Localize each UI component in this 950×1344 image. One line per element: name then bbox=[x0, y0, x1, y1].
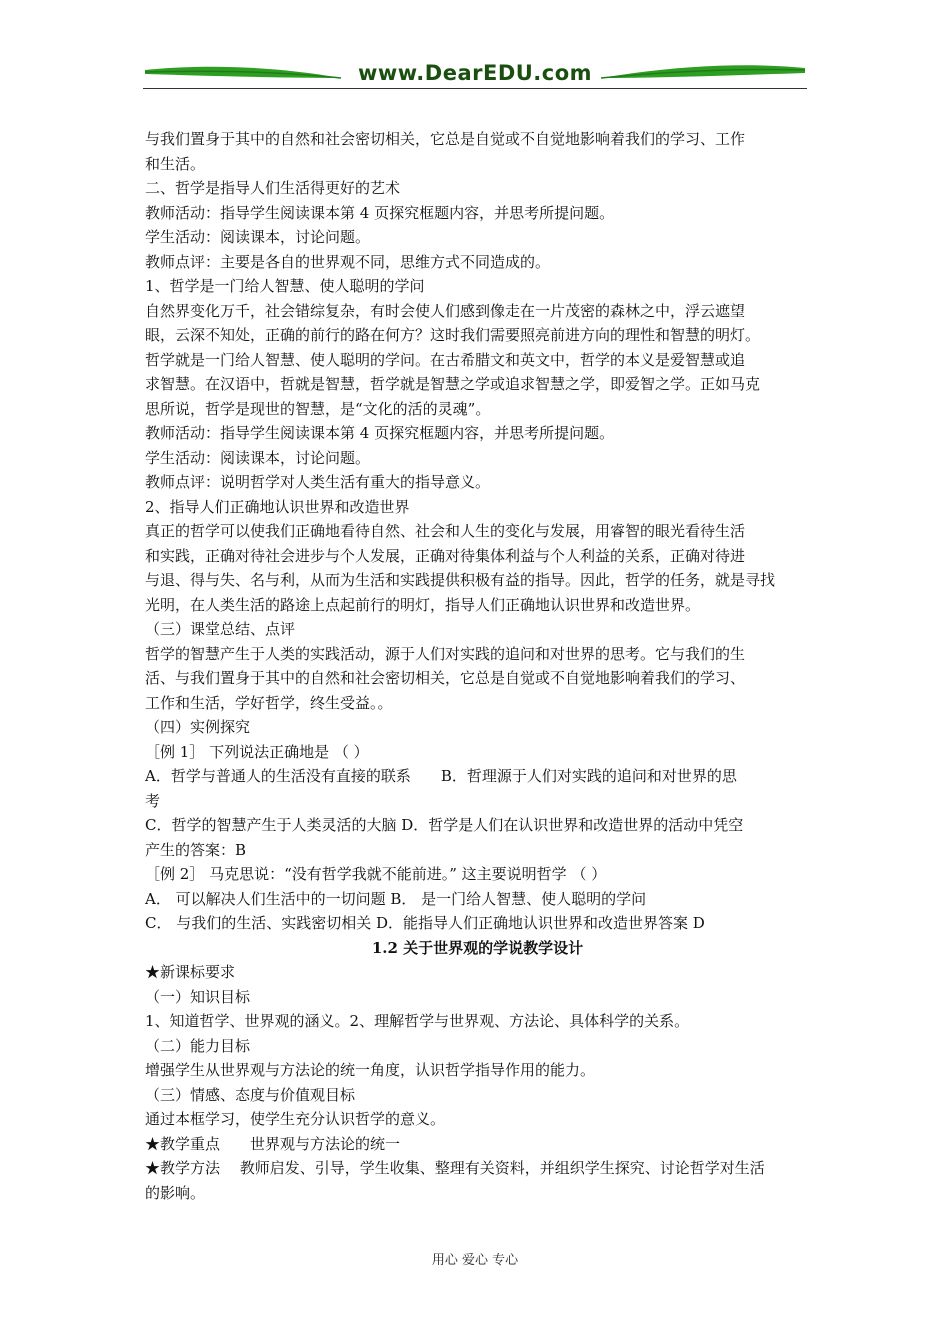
section-heading: 二、哲学是指导人们生活得更好的艺术 bbox=[145, 179, 401, 197]
text-line: 光明，在人类生活的路途上点起前行的明灯，指导人们正确地认识世界和改造世界。 bbox=[145, 595, 701, 614]
site-logo-text: www.DearEDU.com bbox=[357, 61, 593, 85]
document-body bbox=[145, 127, 810, 1205]
text-line: 增强学生从世界观与方法论的统一角度，认识哲学指导作用的能力。 bbox=[145, 1061, 596, 1079]
section-heading: （四）实例探究 bbox=[145, 718, 251, 736]
example-option: C． 与我们的生活、实践密切相关 D．能指导人们正确地认识世界和改造世界答案 D bbox=[145, 914, 705, 932]
text-line: 求智慧。在汉语中，哲就是智慧，哲学就是智慧之学或追求智慧之学，即爱智之学。正如马克 bbox=[145, 375, 761, 393]
subsection-heading: 2、指导人们正确地认识世界和改造世界 bbox=[145, 497, 410, 516]
example-option: A． 可以解决人们生活中的一切问题 B． 是一门给人智慧、使人聪明的学问 bbox=[145, 889, 647, 908]
text-line: 哲学就是一门给人智慧、使人聪明的学问。在古希腊文和英文中，哲学的本义是爱智慧或追 bbox=[145, 350, 746, 369]
text-line: 1、知道哲学、世界观的涵义。2、理解哲学与世界观、方法论、具体科学的关系。 bbox=[145, 1012, 690, 1030]
example-question: ［例 2］ 马克思说：“没有哲学我就不能前进。” 这主要说明哲学 （ ） bbox=[145, 865, 607, 883]
text-line: 哲学的智慧产生于人类的实践活动，源于人们对实践的追问和对世界的思考。它与我们的生 bbox=[145, 644, 746, 663]
text-line: 学生活动：阅读课本，讨论问题。 bbox=[145, 448, 371, 467]
text-line: 与我们置身于其中的自然和社会密切相关，它总是自觉或不自觉地影响着我们的学习、工作 bbox=[145, 130, 746, 148]
text-line: 通过本框学习，使学生充分认识哲学的意义。 bbox=[145, 1110, 446, 1128]
page-footer: 用心 爱心 专心 bbox=[431, 1253, 519, 1268]
subsection-heading: （三）情感、态度与价值观目标 bbox=[145, 1085, 356, 1104]
text-line: 教师点评：说明哲学对人类生活有重大的指导意义。 bbox=[145, 473, 491, 491]
example-answer: 产生的答案：B bbox=[145, 840, 247, 859]
text-line: 教师活动：指导学生阅读课本第 4 页探究框题内容，并思考所提问题。 bbox=[145, 203, 615, 222]
text-line: 与退、得与失、名与利，从而为生活和实践提供积极有益的指导。因此，哲学的任务，就是寻找 bbox=[145, 571, 776, 589]
example-option: A．哲学与普通人的生活没有直接的联系 B．哲理源于人们对实践的追问和对世界的思 bbox=[145, 767, 737, 785]
example-question: ［例 1］ 下列说法正确地是 （ ） bbox=[145, 742, 369, 761]
text-line: 教师活动：指导学生阅读课本第 4 页探究框题内容，并思考所提问题。 bbox=[145, 424, 615, 442]
section-heading: ★教学方法 教师启发、引导，学生收集、整理有关资料，并组织学生探究、讨论哲学对生活 bbox=[145, 1159, 765, 1177]
text-line: 的影响。 bbox=[145, 1183, 206, 1202]
section-heading: （三）课堂总结、点评 bbox=[145, 620, 296, 638]
subsection-heading: （一）知识目标 bbox=[145, 987, 251, 1006]
text-line: 思所说，哲学是现世的智慧，是“文化的活的灵魂”。 bbox=[145, 399, 491, 418]
section-heading: ★新课标要求 bbox=[145, 963, 236, 981]
text-line: 眼，云深不知处，正确的前行的路在何方？这时我们需要照亮前进方向的理性和智慧的明灯。 bbox=[145, 326, 761, 344]
subsection-heading: （二）能力目标 bbox=[145, 1036, 251, 1055]
text-line: 真正的哲学可以使我们正确地看待自然、社会和人生的变化与发展，用睿智的眼光看待生活 bbox=[145, 522, 746, 540]
text-line: 教师点评：主要是各自的世界观不同，思维方式不同造成的。 bbox=[145, 252, 551, 271]
header-rule bbox=[143, 88, 807, 89]
text-line: 自然界变化万千，社会错综复杂，有时会使人们感到像走在一片茂密的森林之中，浮云遮望 bbox=[145, 301, 746, 320]
text-line: 工作和生活，学好哲学，终生受益。。 bbox=[145, 693, 393, 712]
lesson-title: 1.2 关于世界观的学说教学设计 bbox=[371, 938, 584, 957]
text-line: 活、与我们置身于其中的自然和社会密切相关，它总是自觉或不自觉地影响着我们的学习、 bbox=[145, 669, 746, 687]
example-option: C．哲学的智慧产生于人类灵活的大脑 D．哲学是人们在认识世界和改造世界的活动中凭空 bbox=[145, 816, 744, 834]
text-line: 学生活动：阅读课本，讨论问题。 bbox=[145, 228, 371, 246]
text-line: 和实践，正确对待社会进步与个人发展，正确对待集体利益与个人利益的关系，正确对待进 bbox=[145, 546, 746, 565]
section-heading: ★教学重点 世界观与方法论的统一 bbox=[145, 1134, 401, 1153]
text-line: 和生活。 bbox=[145, 154, 206, 173]
subsection-heading: 1、哲学是一门给人智慧、使人聪明的学问 bbox=[145, 277, 425, 295]
example-option: 考 bbox=[145, 791, 161, 810]
header-banner bbox=[143, 58, 807, 94]
